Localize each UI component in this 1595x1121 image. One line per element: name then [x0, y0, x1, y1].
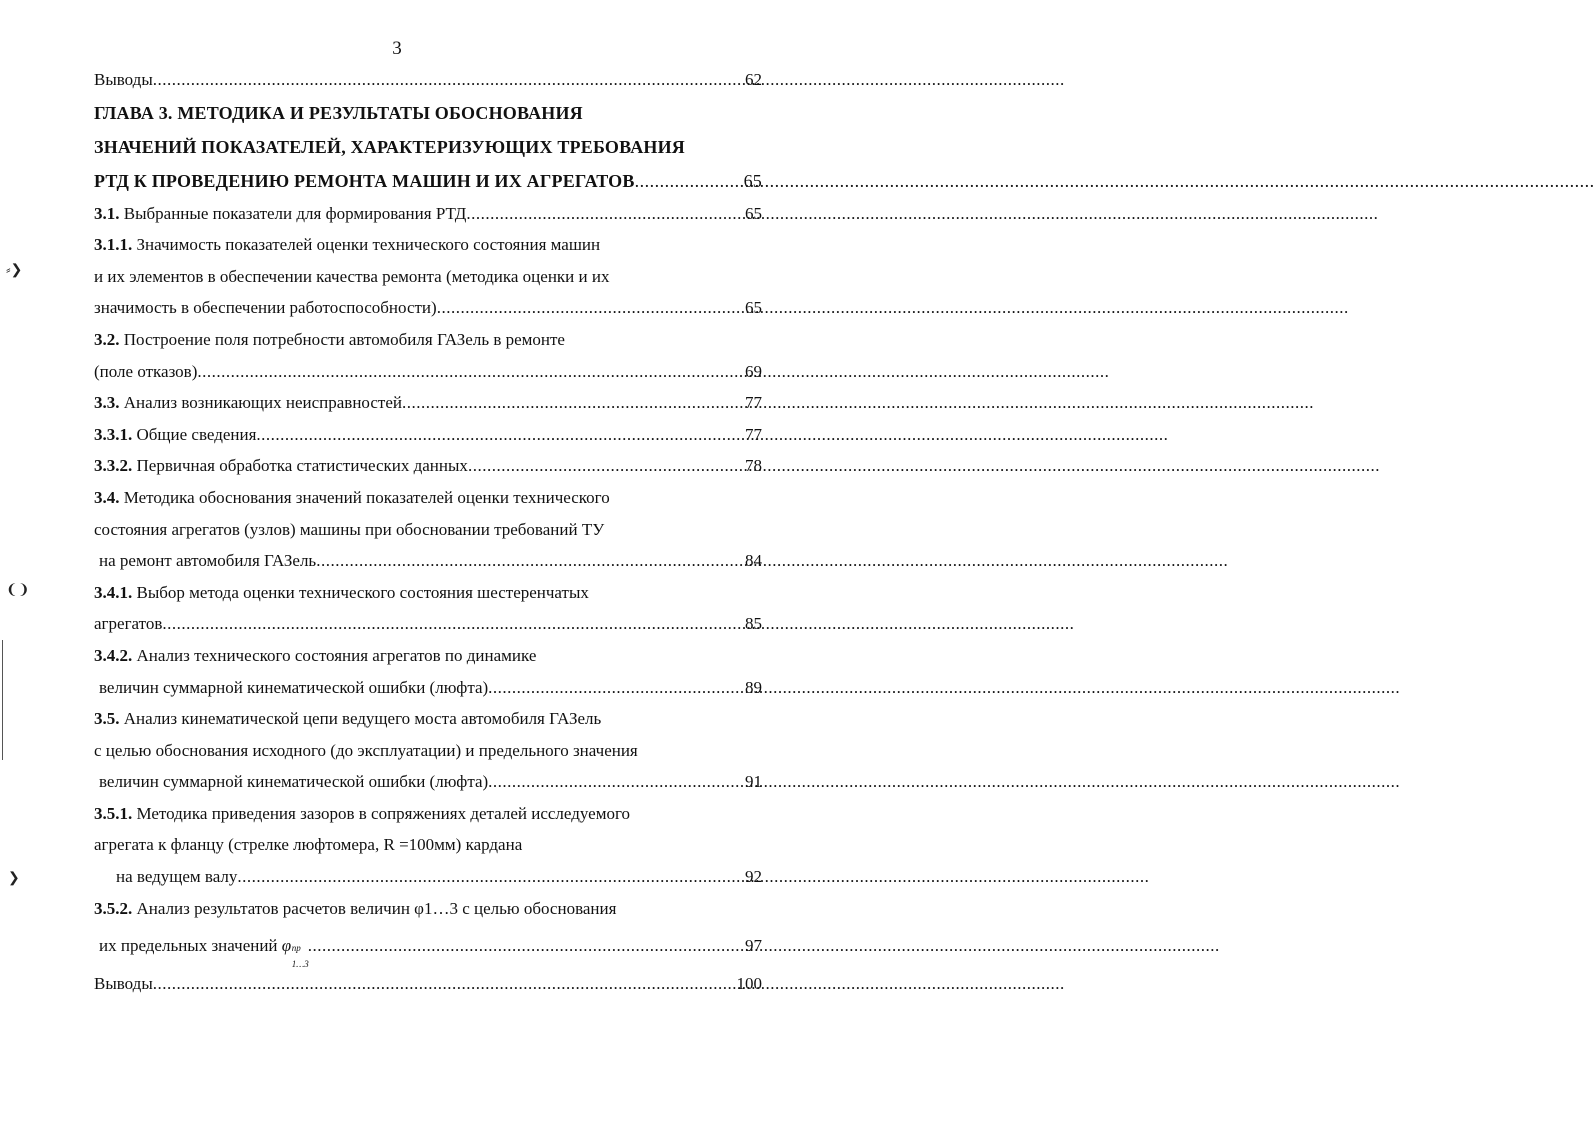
toc-entry-text: на ведущем валу: [116, 867, 238, 887]
toc-entry-text: агрегата к фланцу (стрелке люфтомера, R =100мм) кардана: [94, 835, 523, 855]
toc-entry-number: 3.1.1.: [94, 235, 133, 255]
toc-leader-dots: [197, 356, 745, 388]
toc-leader-dots: [256, 419, 745, 451]
toc-entry-text: Значимость показателей оценки технического состояния машин: [136, 235, 601, 255]
toc-entry-text: состояния агрегатов (узлов) машины при обосновании требований ТУ: [94, 519, 605, 539]
toc-entry-3-5-1[interactable]: [94, 798, 762, 830]
toc-entry-text: Выбранные показатели для формирования РТД: [123, 203, 467, 223]
toc-leader-dots: [466, 198, 745, 230]
toc-entry-page: 92: [745, 867, 762, 887]
toc-entry-continuation[interactable]: [94, 356, 762, 388]
toc-entry-page: 84: [745, 551, 762, 571]
toc-entry-continuation[interactable]: [94, 545, 762, 577]
toc-entry-continuation: [94, 261, 762, 293]
toc-entry-3-4[interactable]: [94, 482, 762, 514]
toc-entry-continuation[interactable]: [94, 766, 762, 798]
phi-base: φ: [281, 936, 292, 956]
toc-entry-continuation[interactable]: [94, 608, 762, 640]
toc-entry-text: их предельных значений: [99, 936, 278, 956]
toc-entry-continuation[interactable]: [94, 861, 762, 893]
toc-entry-number: 3.4.: [94, 487, 120, 507]
toc-leader-dots: [316, 545, 745, 577]
toc-entry-number: 3.4.1.: [94, 582, 133, 602]
toc-entry-3-1[interactable]: [94, 198, 762, 230]
toc-leader-dots: [153, 64, 745, 96]
toc-entry-text: Анализ кинематической цепи ведущего моста автомобиля ГАЗель: [123, 709, 602, 729]
toc-entry-page: 65: [745, 203, 762, 223]
toc-entry-page: 85: [745, 614, 762, 634]
toc-entry-3-1-1[interactable]: [94, 229, 762, 261]
toc-entry-page: 78: [745, 456, 762, 476]
toc-entry-text: Методика приведения зазоров в сопряжениях деталей исследуемого: [136, 803, 630, 823]
toc-entry-continuation: [94, 829, 762, 861]
page-number: 3: [392, 38, 402, 59]
toc-entry-text: Методика обоснования значений показателей оценки технического: [123, 487, 610, 507]
toc-entry-number: 3.1.: [94, 203, 120, 223]
toc-entry-text: Построение поля потребности автомобиля ГАЗель в ремонте: [123, 329, 565, 349]
toc-entry-vyvody[interactable]: [94, 64, 762, 96]
toc-leader-dots: [308, 924, 745, 968]
toc-entry-number: 3.3.: [94, 393, 120, 413]
toc-entry-3-4-2[interactable]: [94, 640, 762, 672]
margin-line: [2, 640, 3, 760]
phi-symbol: [282, 924, 308, 968]
toc-entry-3-3-1[interactable]: [94, 419, 762, 451]
toc-leader-dots: [488, 672, 745, 704]
toc-entry-3-5[interactable]: [94, 703, 762, 735]
toc-entry-number: 3.3.1.: [94, 424, 133, 444]
phi-subscript: 1…3: [291, 959, 309, 970]
toc-entry-continuation: [94, 514, 762, 546]
toc-entry-text: с целью обоснования исходного (до эксплуатации) и предельного значения: [94, 740, 638, 760]
margin-scribble: ❨❩: [6, 583, 30, 598]
toc-entry-text: Анализ результатов расчетов величин φ1…3 с целью обоснования: [136, 898, 617, 918]
toc-entry-page: 97: [745, 936, 762, 956]
toc-leader-dots: [153, 968, 737, 1000]
toc-entry-text: Первичная обработка статистических данных: [136, 456, 468, 476]
toc-entry-page: 100: [736, 974, 762, 994]
toc-entry-continuation[interactable]: [94, 672, 762, 704]
toc-entry-text: Выбор метода оценки технического состояния шестеренчатых: [136, 582, 589, 602]
toc-entry-text: Выводы: [94, 70, 153, 89]
toc-entry-number: 3.5.: [94, 709, 120, 729]
toc-entry-number: 3.2.: [94, 329, 120, 349]
toc-chapter-text: РТД К ПРОВЕДЕНИЮ РЕМОНТА МАШИН И ИХ АГРЕГАТОВ: [94, 170, 635, 191]
table-of-contents: [94, 64, 762, 1000]
toc-entry-3-2[interactable]: [94, 324, 762, 356]
toc-entry-page: 77: [745, 393, 762, 413]
toc-entry-page: 69: [745, 361, 762, 381]
toc-entry-page: 89: [745, 677, 762, 697]
toc-entry-number: 3.5.2.: [94, 898, 133, 918]
toc-leader-dots: [162, 608, 745, 640]
toc-leader-dots: [635, 164, 744, 198]
margin-scribble: ❯: [8, 871, 20, 886]
toc-leader-dots: [468, 450, 745, 482]
toc-entry-page: 65: [743, 170, 762, 191]
toc-chapter-heading[interactable]: [94, 96, 762, 130]
toc-entry-page: 91: [745, 772, 762, 792]
toc-entry-text: на ремонт автомобиля ГАЗель: [99, 551, 317, 571]
margin-scribble: ⸗❯: [6, 263, 23, 278]
toc-entry-number: 3.5.1.: [94, 803, 133, 823]
toc-entry-text: Общие сведения: [136, 424, 257, 444]
toc-entry-text: Выводы: [94, 974, 153, 994]
toc-leader-dots: [402, 387, 745, 419]
toc-entry-vyvody-final[interactable]: [94, 968, 762, 1000]
toc-entry-page: 62: [745, 70, 762, 89]
toc-leader-dots: [437, 292, 745, 324]
toc-entry-continuation[interactable]: [94, 924, 762, 968]
toc-entry-text: значимость в обеспечении работоспособности): [94, 298, 437, 318]
toc-entry-continuation[interactable]: [94, 292, 762, 324]
toc-entry-text: величин суммарной кинематической ошибки (люфта): [99, 677, 489, 697]
toc-entry-text: Анализ технического состояния агрегатов по динамике: [136, 645, 537, 665]
toc-chapter-text: ЗНАЧЕНИЙ ПОКАЗАТЕЛЕЙ, ХАРАКТЕРИЗУЮЩИХ ТРЕБОВАНИЯ: [94, 136, 686, 157]
toc-entry-text: агрегатов: [94, 614, 163, 634]
toc-chapter-heading[interactable]: [94, 164, 762, 198]
toc-leader-dots: [488, 766, 745, 798]
toc-entry-page: 65: [745, 298, 762, 318]
toc-entry-text: (поле отказов): [94, 361, 198, 381]
toc-entry-text: и их элементов в обеспечении качества ремонта (методика оценки и их: [94, 266, 610, 286]
toc-leader-dots: [237, 861, 745, 893]
toc-entry-3-3[interactable]: [94, 387, 762, 419]
toc-entry-3-3-2[interactable]: [94, 450, 762, 482]
toc-entry-number: 3.3.2.: [94, 456, 133, 476]
toc-chapter-text: ГЛАВА 3. МЕТОДИКА И РЕЗУЛЬТАТЫ ОБОСНОВАНИЯ: [94, 102, 583, 123]
phi-superscript: пр: [291, 943, 301, 954]
toc-entry-text: величин суммарной кинематической ошибки (люфта): [99, 772, 489, 792]
toc-entry-number: 3.4.2.: [94, 645, 133, 665]
toc-entry-3-5-2[interactable]: [94, 893, 762, 925]
toc-entry-3-4-1[interactable]: [94, 577, 762, 609]
toc-entry-page: 77: [745, 424, 762, 444]
toc-chapter-heading[interactable]: [94, 130, 762, 164]
toc-entry-continuation: [94, 735, 762, 767]
toc-entry-text: Анализ возникающих неисправностей: [123, 393, 402, 413]
